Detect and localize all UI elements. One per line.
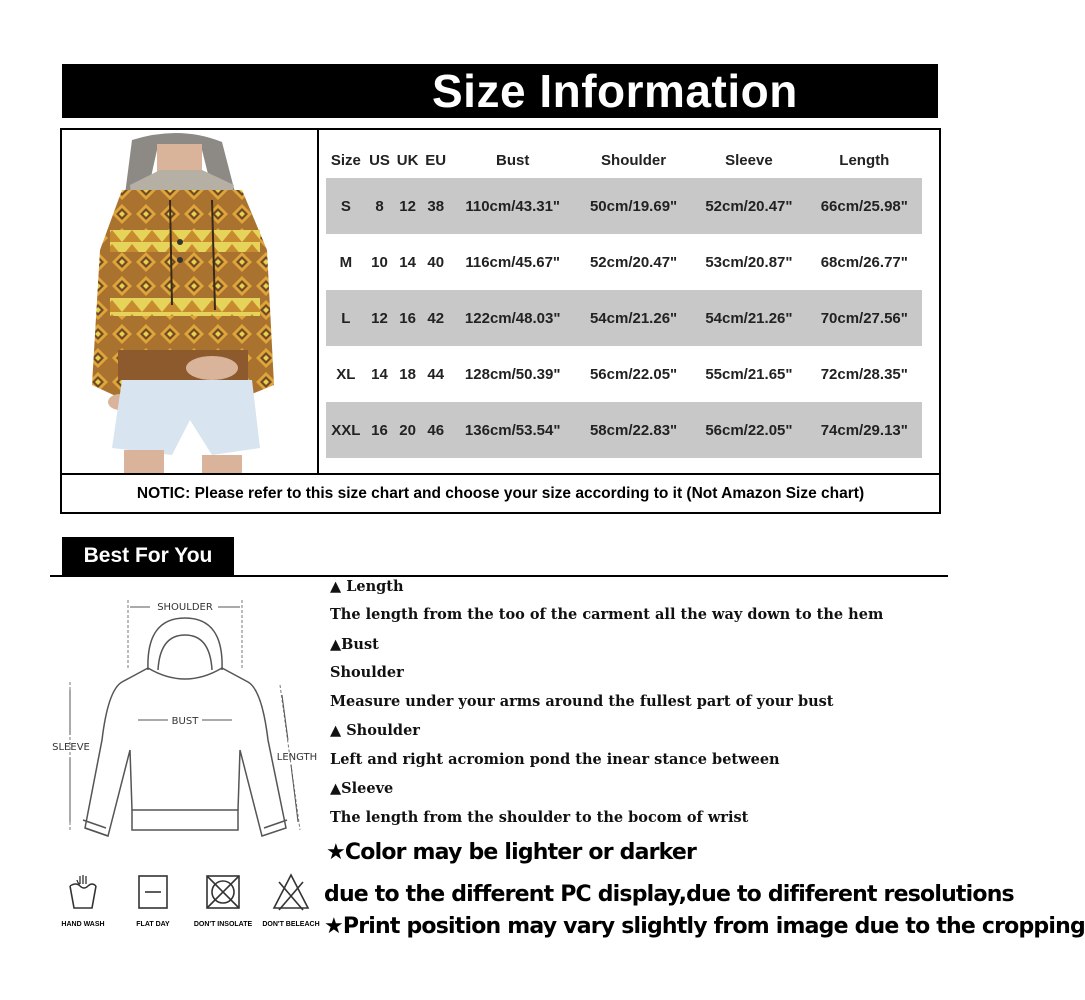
cell: 56cm/22.05" bbox=[691, 402, 806, 458]
cell: 16 bbox=[393, 290, 422, 346]
table-row bbox=[326, 346, 922, 402]
table-row bbox=[326, 234, 922, 290]
cell: 20 bbox=[393, 402, 422, 458]
hoodie-model-image bbox=[62, 130, 317, 473]
cell: 16 bbox=[366, 402, 394, 458]
do-not-insolate-icon bbox=[203, 872, 243, 912]
cell: 44 bbox=[427, 365, 445, 383]
cell: 52cm/20.47" bbox=[589, 253, 678, 271]
care-hand-wash bbox=[48, 872, 118, 928]
length-label: LENGTH bbox=[276, 752, 318, 763]
cell: 54cm/21.26" bbox=[576, 290, 691, 346]
col-size: Size bbox=[330, 151, 361, 169]
length-heading: ▲ Length bbox=[330, 578, 404, 595]
best-for-you-tab: Best For You bbox=[62, 537, 234, 575]
bust-heading: ▲Bust bbox=[330, 636, 379, 653]
flat-dry-icon bbox=[136, 872, 170, 912]
cell: 10 bbox=[371, 253, 388, 271]
cell: M bbox=[339, 253, 353, 271]
care-label: FLAT DAY bbox=[136, 921, 170, 928]
cell: 58cm/22.83" bbox=[576, 402, 691, 458]
shoulder-label: SHOULDER bbox=[157, 602, 213, 613]
bust-label: BUST bbox=[171, 716, 199, 727]
col-us: US bbox=[369, 151, 390, 169]
cell: 18 bbox=[399, 365, 416, 383]
col-eu: EU bbox=[425, 151, 447, 169]
cell: 12 bbox=[393, 178, 422, 234]
care-do-not-bleach bbox=[256, 872, 326, 928]
shoulder-heading: ▲ Shoulder bbox=[330, 722, 420, 739]
bust-description: Measure under your arms around the fullest part of your bust bbox=[330, 693, 834, 710]
care-label: HAND WASH bbox=[61, 921, 105, 928]
cell: 38 bbox=[422, 178, 450, 234]
size-table bbox=[326, 142, 922, 458]
col-shoulder: Shoulder bbox=[601, 151, 667, 169]
cell: L bbox=[326, 290, 366, 346]
cell: 14 bbox=[371, 365, 388, 383]
cell: 110cm/43.31" bbox=[450, 178, 576, 234]
cell: 68cm/26.77" bbox=[820, 253, 908, 271]
col-length: Length bbox=[839, 151, 890, 169]
col-sleeve: Sleeve bbox=[725, 151, 773, 169]
cell: XXL bbox=[326, 402, 366, 458]
hoodie-outline bbox=[83, 618, 287, 836]
col-uk: UK bbox=[396, 151, 419, 169]
section-divider bbox=[50, 575, 948, 577]
sleeve-heading: ▲Sleeve bbox=[330, 780, 394, 797]
table-row bbox=[326, 402, 922, 458]
cell: 40 bbox=[427, 253, 445, 271]
cell: 54cm/21.26" bbox=[691, 290, 806, 346]
page-title: Size Information bbox=[432, 65, 798, 117]
cell: 50cm/19.69" bbox=[576, 178, 691, 234]
care-label: DON'T BELEACH bbox=[262, 921, 320, 928]
length-description: The length from the too of the carment all the way down to the hem bbox=[330, 606, 884, 623]
cell: XL bbox=[336, 365, 356, 383]
cell: 66cm/25.98" bbox=[807, 178, 922, 234]
cell: 116cm/45.67" bbox=[465, 253, 561, 271]
care-flat-dry bbox=[118, 872, 188, 928]
cell: S bbox=[326, 178, 366, 234]
size-table-header bbox=[326, 142, 922, 178]
cell: 46 bbox=[422, 402, 450, 458]
hoodie-measurement-diagram bbox=[50, 590, 330, 860]
shoulder-description: Left and right acromion pond the inear stance between bbox=[330, 751, 780, 768]
cell: 136cm/53.54" bbox=[450, 402, 576, 458]
cell: 53cm/20.87" bbox=[705, 253, 793, 271]
cell: 128cm/50.39" bbox=[464, 365, 561, 383]
sleeve-description: The length from the shoulder to the bocom of wrist bbox=[330, 809, 749, 826]
table-row bbox=[326, 178, 922, 234]
col-bust: Bust bbox=[496, 151, 530, 169]
display-note: due to the different PC display,due to dififerent resolutions bbox=[324, 882, 1014, 907]
care-do-not-insolate bbox=[188, 872, 258, 928]
notice-text: NOTIC: Please refer to this size chart and choose your size according to it (Not Amazon Size chart) bbox=[62, 473, 939, 512]
cell: 14 bbox=[399, 253, 416, 271]
care-label: DON'T INSOLATE bbox=[193, 921, 253, 928]
title-bar bbox=[62, 64, 938, 118]
cell: 55cm/21.65" bbox=[705, 365, 793, 383]
do-not-bleach-icon bbox=[271, 872, 311, 912]
cell: 42 bbox=[422, 290, 450, 346]
cell: 70cm/27.56" bbox=[807, 290, 922, 346]
cell: 74cm/29.13" bbox=[807, 402, 922, 458]
product-photo bbox=[62, 130, 319, 473]
print-position-note: ★Print position may vary slightly from image due to the cropping bbox=[324, 914, 1085, 939]
hand-wash-icon bbox=[66, 872, 100, 912]
cell: 122cm/48.03" bbox=[450, 290, 576, 346]
cell: 12 bbox=[366, 290, 394, 346]
color-note: ★Color may be lighter or darker bbox=[326, 840, 697, 865]
cell: 52cm/20.47" bbox=[691, 178, 806, 234]
cell: 72cm/28.35" bbox=[820, 365, 908, 383]
bust-subheading: Shoulder bbox=[330, 664, 404, 681]
sleeve-label: SLEEVE bbox=[52, 742, 90, 753]
cell: 8 bbox=[366, 178, 394, 234]
table-row bbox=[326, 290, 922, 346]
cell: 56cm/22.05" bbox=[589, 365, 678, 383]
